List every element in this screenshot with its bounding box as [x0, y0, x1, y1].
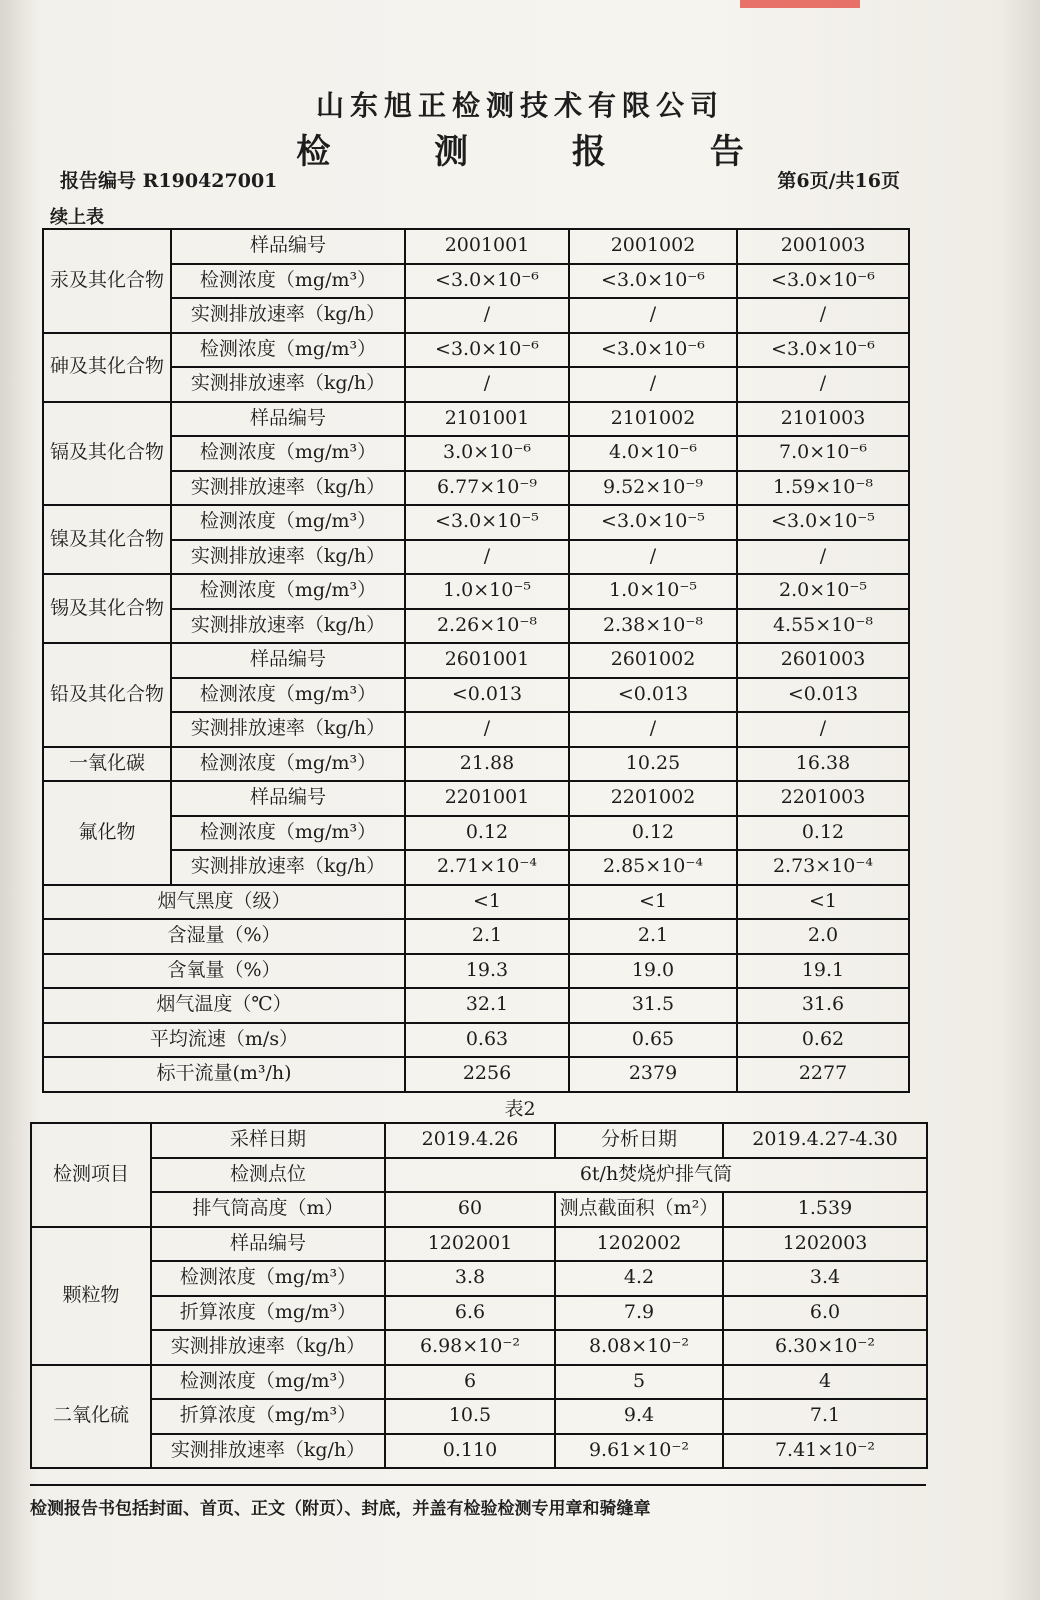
- cell: 2001003: [737, 229, 909, 264]
- row-label: 实测排放速率（kg/h）: [171, 298, 405, 333]
- table-row: [43, 402, 909, 437]
- cell: 0.63: [405, 1023, 569, 1058]
- cell: <3.0×10⁻⁶: [569, 264, 737, 299]
- cell: /: [405, 712, 569, 747]
- footer-note: 检测报告书包括封面、首页、正文（附页）、封底，并盖有检验检测专用章和骑缝章: [30, 1484, 926, 1519]
- cell: 7.41×10⁻²: [723, 1434, 927, 1469]
- row-label: 含氧量（%）: [43, 954, 405, 989]
- cell: 2101003: [737, 402, 909, 437]
- table-row: [31, 1399, 927, 1434]
- row-label: 样品编号: [171, 229, 405, 264]
- row-label: 检测浓度（mg/m³）: [171, 264, 405, 299]
- row-label: 实测排放速率（kg/h）: [151, 1434, 385, 1469]
- group-label: 镍及其化合物: [43, 505, 171, 574]
- company-name: 山东旭正检测技术有限公司: [315, 89, 724, 122]
- cell: 2019.4.27-4.30: [723, 1123, 927, 1158]
- table-row: [43, 264, 909, 299]
- cell: 9.4: [555, 1399, 723, 1434]
- row-label: 实测排放速率（kg/h）: [171, 540, 405, 575]
- group-label: 锡及其化合物: [43, 574, 171, 643]
- cell: 10.25: [569, 747, 737, 782]
- cell: <0.013: [405, 678, 569, 713]
- cell: 6.30×10⁻²: [723, 1330, 927, 1365]
- cell: 2.85×10⁻⁴: [569, 850, 737, 885]
- cell: 2019.4.26: [385, 1123, 555, 1158]
- red-stamp-edge: [740, 0, 860, 8]
- table-row: [43, 1023, 909, 1058]
- cell: 2.1: [405, 919, 569, 954]
- cell: 2256: [405, 1057, 569, 1092]
- row-label: 测点截面积（m²）: [555, 1192, 723, 1227]
- report-title: 检 测 报 告: [296, 132, 790, 172]
- results-table-2: [30, 1122, 928, 1469]
- table-row: [43, 540, 909, 575]
- cell: /: [405, 298, 569, 333]
- cell: 8.08×10⁻²: [555, 1330, 723, 1365]
- cell: 2201002: [569, 781, 737, 816]
- cell: 7.9: [555, 1296, 723, 1331]
- table-row: [31, 1192, 927, 1227]
- row-label: 样品编号: [171, 402, 405, 437]
- cell: 2001002: [569, 229, 737, 264]
- table-row: [43, 436, 909, 471]
- row-label: 标干流量(m³/h): [43, 1057, 405, 1092]
- results-table-1: [42, 228, 910, 1093]
- cell: 1.0×10⁻⁵: [405, 574, 569, 609]
- row-label: 实测排放速率（kg/h）: [171, 471, 405, 506]
- cell: 1.0×10⁻⁵: [569, 574, 737, 609]
- cell: /: [405, 367, 569, 402]
- cell: 19.0: [569, 954, 737, 989]
- table-row: [31, 1365, 927, 1400]
- cell: 1202003: [723, 1227, 927, 1262]
- cell: /: [405, 540, 569, 575]
- cell: <3.0×10⁻⁶: [737, 333, 909, 368]
- table-row: [43, 712, 909, 747]
- row-label: 实测排放速率（kg/h）: [171, 609, 405, 644]
- cell: 4.0×10⁻⁶: [569, 436, 737, 471]
- cell: 0.62: [737, 1023, 909, 1058]
- table-row: [43, 816, 909, 851]
- row-label: 样品编号: [171, 781, 405, 816]
- group-label: 砷及其化合物: [43, 333, 171, 402]
- row-label: 折算浓度（mg/m³）: [151, 1399, 385, 1434]
- cell: 6t/h焚烧炉排气筒: [385, 1158, 927, 1193]
- cell: 0.65: [569, 1023, 737, 1058]
- cell: 2.73×10⁻⁴: [737, 850, 909, 885]
- cell: 6.0: [723, 1296, 927, 1331]
- cell: 2601001: [405, 643, 569, 678]
- table-row: [31, 1261, 927, 1296]
- cell: <3.0×10⁻⁶: [737, 264, 909, 299]
- cell: <1: [405, 885, 569, 920]
- cell: 1202001: [385, 1227, 555, 1262]
- cell: 2.26×10⁻⁸: [405, 609, 569, 644]
- table-row: [31, 1434, 927, 1469]
- cell: 3.8: [385, 1261, 555, 1296]
- table-row: [43, 885, 909, 920]
- cell: 4: [723, 1365, 927, 1400]
- cell: 3.0×10⁻⁶: [405, 436, 569, 471]
- cell: 2.71×10⁻⁴: [405, 850, 569, 885]
- group-label: 一氧化碳: [43, 747, 171, 782]
- cell: 6.98×10⁻²: [385, 1330, 555, 1365]
- row-label: 折算浓度（mg/m³）: [151, 1296, 385, 1331]
- table-row: [31, 1296, 927, 1331]
- cell: 0.110: [385, 1434, 555, 1469]
- row-label: 检测浓度（mg/m³）: [171, 333, 405, 368]
- cell: 2101001: [405, 402, 569, 437]
- cell: 16.38: [737, 747, 909, 782]
- group-label: 检测项目: [31, 1123, 151, 1227]
- cell: /: [569, 298, 737, 333]
- cell: 4.55×10⁻⁸: [737, 609, 909, 644]
- table-row: [43, 471, 909, 506]
- cell: <0.013: [737, 678, 909, 713]
- row-label: 检测浓度（mg/m³）: [171, 505, 405, 540]
- cell: 3.4: [723, 1261, 927, 1296]
- table-row: [43, 643, 909, 678]
- cell: 19.1: [737, 954, 909, 989]
- row-label: 实测排放速率（kg/h）: [171, 367, 405, 402]
- cell: /: [737, 367, 909, 402]
- table-row: [43, 919, 909, 954]
- row-label: 实测排放速率（kg/h）: [171, 850, 405, 885]
- cell: 32.1: [405, 988, 569, 1023]
- table-row: [43, 367, 909, 402]
- cell: 4.2: [555, 1261, 723, 1296]
- cell: <3.0×10⁻⁶: [569, 333, 737, 368]
- cell: /: [737, 540, 909, 575]
- cell: 2601002: [569, 643, 737, 678]
- row-label: 样品编号: [151, 1227, 385, 1262]
- cell: 60: [385, 1192, 555, 1227]
- cell: 0.12: [569, 816, 737, 851]
- row-label: 检测浓度（mg/m³）: [171, 436, 405, 471]
- cell: 2.0×10⁻⁵: [737, 574, 909, 609]
- row-label: 样品编号: [171, 643, 405, 678]
- group-label: 二氧化硫: [31, 1365, 151, 1469]
- table-row: [43, 229, 909, 264]
- table-row: [43, 988, 909, 1023]
- cell: <0.013: [569, 678, 737, 713]
- cell: <1: [569, 885, 737, 920]
- table-row: [43, 609, 909, 644]
- cell: 2.38×10⁻⁸: [569, 609, 737, 644]
- cell: 2601003: [737, 643, 909, 678]
- cell: <3.0×10⁻⁶: [405, 333, 569, 368]
- table-row: [43, 747, 909, 782]
- cell: 6: [385, 1365, 555, 1400]
- cell: 6.6: [385, 1296, 555, 1331]
- group-label: 氟化物: [43, 781, 171, 885]
- report-number: 报告编号 R190427001: [60, 170, 278, 192]
- row-label: 采样日期: [151, 1123, 385, 1158]
- cell: 7.0×10⁻⁶: [737, 436, 909, 471]
- cell: 2277: [737, 1057, 909, 1092]
- cell: 5: [555, 1365, 723, 1400]
- row-label: 检测浓度（mg/m³）: [151, 1261, 385, 1296]
- row-label: 分析日期: [555, 1123, 723, 1158]
- cell: 2.0: [737, 919, 909, 954]
- table-row: [31, 1158, 927, 1193]
- row-label: 排气筒高度（m）: [151, 1192, 385, 1227]
- table-row: [43, 781, 909, 816]
- cell: 1.59×10⁻⁸: [737, 471, 909, 506]
- cell: 2.1: [569, 919, 737, 954]
- cell: 0.12: [737, 816, 909, 851]
- group-label: 颗粒物: [31, 1227, 151, 1365]
- cell: <1: [737, 885, 909, 920]
- row-label: 检测浓度（mg/m³）: [171, 574, 405, 609]
- table-row: [43, 333, 909, 368]
- table-row: [43, 1057, 909, 1092]
- cell: 6.77×10⁻⁹: [405, 471, 569, 506]
- cell: <3.0×10⁻⁵: [405, 505, 569, 540]
- row-label: 实测排放速率（kg/h）: [151, 1330, 385, 1365]
- cell: 31.6: [737, 988, 909, 1023]
- cell: 1.539: [723, 1192, 927, 1227]
- cell: 31.5: [569, 988, 737, 1023]
- cell: <3.0×10⁻⁶: [405, 264, 569, 299]
- cell: 2379: [569, 1057, 737, 1092]
- table-row: [43, 954, 909, 989]
- cell: <3.0×10⁻⁵: [737, 505, 909, 540]
- cell: /: [569, 712, 737, 747]
- cell: 0.12: [405, 816, 569, 851]
- table-row: [31, 1227, 927, 1262]
- table-row: [43, 505, 909, 540]
- group-label: 铅及其化合物: [43, 643, 171, 747]
- table-row: [31, 1330, 927, 1365]
- cell: /: [737, 298, 909, 333]
- row-label: 含湿量（%）: [43, 919, 405, 954]
- table-2-caption: 表2: [504, 1098, 536, 1120]
- cell: 19.3: [405, 954, 569, 989]
- row-label: 检测浓度（mg/m³）: [171, 678, 405, 713]
- table-row: [31, 1123, 927, 1158]
- table-row: [43, 298, 909, 333]
- cell: 7.1: [723, 1399, 927, 1434]
- row-label: 检测浓度（mg/m³）: [151, 1365, 385, 1400]
- table-row: [43, 574, 909, 609]
- group-label: 镉及其化合物: [43, 402, 171, 506]
- row-label: 实测排放速率（kg/h）: [171, 712, 405, 747]
- cell: 9.61×10⁻²: [555, 1434, 723, 1469]
- cell: 10.5: [385, 1399, 555, 1434]
- cell: <3.0×10⁻⁵: [569, 505, 737, 540]
- row-label: 平均流速（m/s）: [43, 1023, 405, 1058]
- cell: 2001001: [405, 229, 569, 264]
- cell: 1202002: [555, 1227, 723, 1262]
- continued-label: 续上表: [50, 207, 104, 228]
- cell: 2201001: [405, 781, 569, 816]
- page-info: 第6页/共16页: [777, 170, 900, 192]
- cell: 9.52×10⁻⁹: [569, 471, 737, 506]
- cell: 21.88: [405, 747, 569, 782]
- cell: 2101002: [569, 402, 737, 437]
- group-label: 汞及其化合物: [43, 229, 171, 333]
- row-label: 检测浓度（mg/m³）: [171, 816, 405, 851]
- table-row: [43, 678, 909, 713]
- table-row: [43, 850, 909, 885]
- cell: /: [737, 712, 909, 747]
- row-label: 烟气黑度（级）: [43, 885, 405, 920]
- row-label: 检测点位: [151, 1158, 385, 1193]
- cell: /: [569, 540, 737, 575]
- row-label: 烟气温度（℃）: [43, 988, 405, 1023]
- row-label: 检测浓度（mg/m³）: [171, 747, 405, 782]
- cell: 2201003: [737, 781, 909, 816]
- cell: /: [569, 367, 737, 402]
